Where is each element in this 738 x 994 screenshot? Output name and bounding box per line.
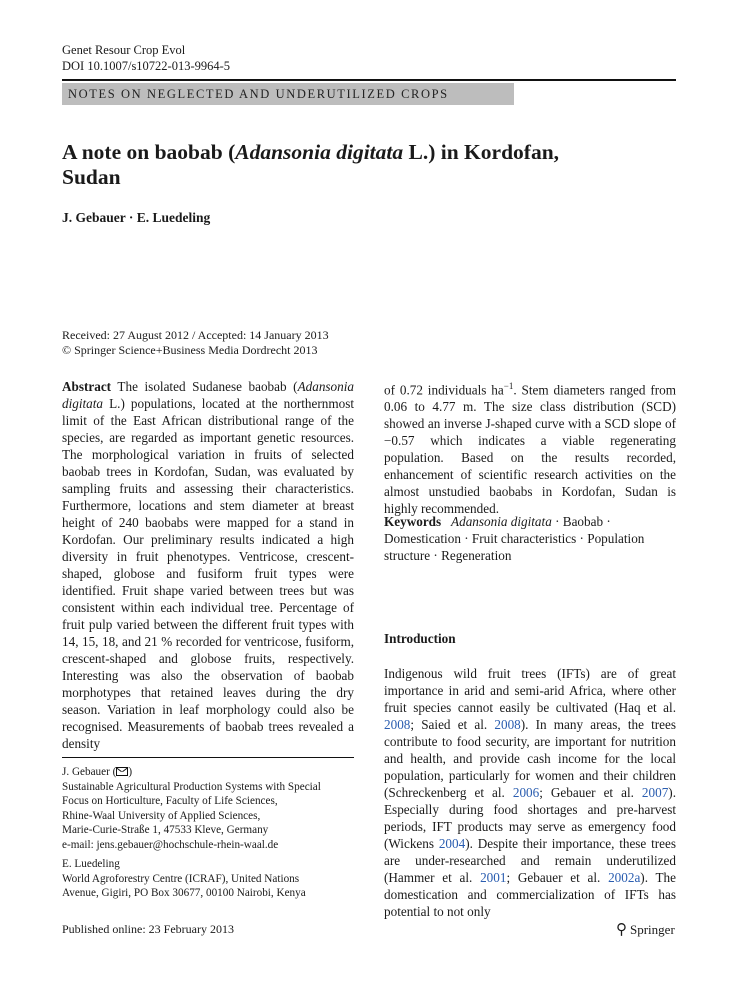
keywords	[384, 513, 676, 564]
citation-link[interactable]: 2007	[641, 785, 669, 800]
keywords-list: · Baobab · Domestication · Fruit characteristics · Population structure · Regeneration	[384, 514, 645, 563]
publisher-name: Springer	[630, 921, 675, 937]
intro-text: ; Gebauer et al.	[539, 785, 642, 800]
introduction-text	[384, 665, 676, 920]
footnote-rule	[62, 757, 354, 758]
journal-name: Genet Resour Crop Evol	[62, 43, 186, 57]
intro-text: ). Despite their importance, these trees are under-researched and remain underutilized (Hammer et al.	[384, 836, 676, 885]
abstract-text: L.) populations, located at the northernmost limit of the East African distributional range of the species, are regarded as important genetic resources. The morphological variation in fruits of selected baobab trees in Kordofan, Sudan, was evaluated by sampling fruits and assessing their characteristics. Furthermore, locations and stem diameter at breast height of 240 baobabs were mapped for a stand in Kordofan. Our preliminary results indicated a high diversity in fruit phenotypes. Ventricose, crescent-shaped, globose and fusiform fruit types were identified. Fruit shape varied between trees but was consistent within each individual tree. Percentage of fruit pulp varied between the different fruit types with 14, 15, 18, and 21 % recorded for ventricose, fusiform, crescent-shaped and globose fruits, respectively. Interesting was also the observation of baobab morphotypes that retained leaves during the dry season. Variation in leaf morphology could also be recognised. Measurements of baobab trees revealed a density	[62, 396, 354, 751]
title-line2: Sudan	[62, 165, 121, 189]
title-part: L.) in Kordofan,	[403, 140, 560, 164]
intro-text: ; Gebauer et al.	[506, 870, 609, 885]
intro-text: ). The domestication and commercialization of IFTs has potential to not only	[384, 870, 676, 919]
received-accepted: Received: 27 August 2012 / Accepted: 14 January 2013	[62, 328, 329, 342]
title-part: A note on baobab (	[62, 140, 236, 164]
keyword-species: Adansonia digitata	[451, 514, 552, 529]
author-name-end: )	[128, 766, 133, 778]
affiliation-line: Rhine-Waal University of Applied Sciences,	[62, 809, 261, 822]
section-banner: NOTES ON NEGLECTED AND UNDERUTILIZED CROPS	[62, 83, 514, 105]
abstract-text: of 0.72 individuals ha	[384, 382, 504, 398]
doi[interactable]: DOI 10.1007/s10722-013-9964-5	[62, 59, 231, 73]
copyright: © Springer Science+Business Media Dordrecht 2013	[62, 343, 318, 357]
intro-text: ). In many areas, the trees contribute to food security, are important for nutrition and health, and provide cash income for the local population, particularly for women and their children (Schreckenberg et al.	[384, 717, 677, 800]
affiliation-line: Avenue, Gigiri, PO Box 30677, 00100 Nairobi, Kenya	[62, 887, 306, 899]
abstract-text: . Stem diameters ranged from 0.06 to 4.77 m. The size class distribution (SCD) showed an inverse J-shaped curve with a SCD slope of −0.57 which indicates a viable regenerating population. Based on the results recorded, enhancement of scientific research activities on the almost unstudied baobabs in Kordofan, Sudan is highly recommended.	[384, 382, 677, 517]
published-date: Published online: 23 February 2013	[62, 922, 234, 936]
introduction-heading: Introduction	[384, 631, 456, 646]
citation-link[interactable]: 2004	[438, 836, 466, 851]
abstract-label: Abstract	[62, 379, 112, 394]
affiliation-line: Focus on Horticulture, Faculty of Life Sciences,	[62, 795, 278, 807]
authors: J. Gebauer · E. Luedeling	[62, 210, 211, 225]
abstract-continued	[384, 378, 676, 517]
citation-link[interactable]: 2008	[384, 717, 411, 732]
springer-horse-icon: ⚲	[616, 922, 627, 938]
intro-text: Indigenous wild fruit trees (IFTs) are of great importance in arid and semi-arid Africa, where other fruit species cannot easily be cultivated (Haq et al.	[384, 666, 676, 715]
envelope-icon[interactable]	[116, 767, 128, 776]
affiliation-gebauer	[62, 765, 354, 852]
affiliation-line: World Agroforestry Centre (ICRAF), United Nations	[62, 872, 300, 885]
author-name: E. Luedeling	[62, 858, 120, 870]
journal-header	[62, 42, 230, 74]
citation-link[interactable]: 2006	[512, 785, 540, 800]
intro-text: ; Saied et al.	[410, 717, 495, 732]
title-species: Adansonia digitata	[235, 140, 404, 164]
keywords-label: Keywords	[384, 514, 442, 529]
article-title	[62, 140, 662, 190]
abstract-text: The isolated Sudanese baobab (	[111, 379, 298, 394]
email-link[interactable]: e-mail: jens.gebauer@hochschule-rhein-waal.de	[62, 838, 279, 851]
affiliation-line: Sustainable Agricultural Production Systems with Special	[62, 780, 321, 793]
author-name: J. Gebauer (	[62, 766, 117, 778]
header-rule	[62, 79, 676, 81]
intro-text: ). Especially during food shortages and pre-harvest periods, IFT products may serve as emergency food (Wickens	[384, 785, 676, 851]
citation-link[interactable]: 2008	[494, 717, 521, 732]
abstract-superscript: −1	[503, 381, 514, 391]
abstract	[62, 378, 354, 752]
affiliation-luedeling	[62, 857, 354, 901]
citation-link[interactable]: 2002a	[608, 870, 641, 885]
affiliation-name	[62, 765, 354, 780]
abstract-species: Adansonia digitata	[62, 379, 354, 411]
affiliation-line: Marie-Curie-Straße 1, 47533 Kleve, Germany	[62, 824, 269, 836]
citation-link[interactable]: 2001	[480, 870, 507, 885]
publisher-logo	[616, 920, 675, 939]
article-dates	[62, 328, 329, 358]
